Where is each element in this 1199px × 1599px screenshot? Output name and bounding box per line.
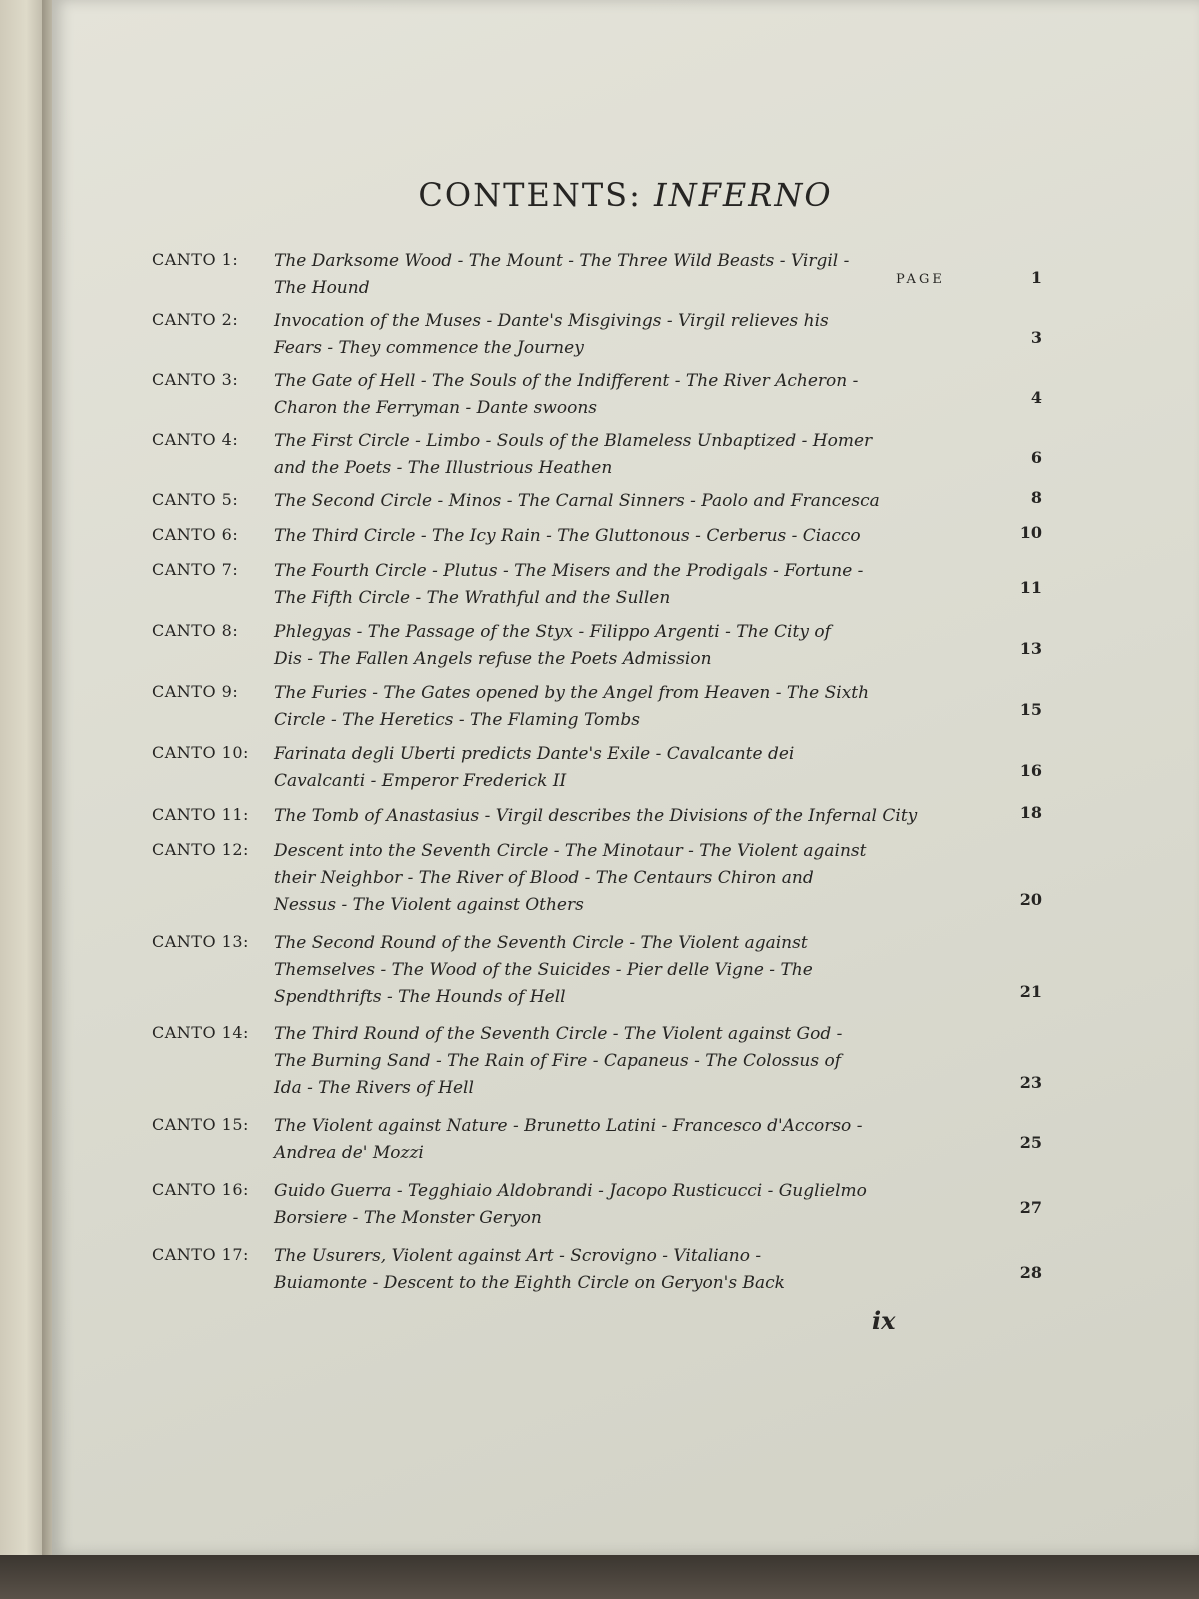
- page-number: 21: [1019, 982, 1042, 1001]
- page-number: 23: [1019, 1073, 1042, 1092]
- page-number: 3: [1030, 328, 1042, 347]
- canto-description: The Third Circle - The Icy Rain - The Gluttonous - Cerberus - Ciacco: [274, 526, 861, 546]
- folio-page-number: ix: [872, 1306, 896, 1335]
- page-number: 18: [1019, 803, 1042, 822]
- canto-description: The Darksome Wood - The Mount - The Three Wild Beasts - Virgil - The Hound: [274, 251, 850, 298]
- canto-description: The First Circle - Limbo - Souls of the Blameless Unbaptized - Homer and the Poets - The Illustrious Heathen: [274, 431, 873, 478]
- canto-description: The Fourth Circle - Plutus - The Misers and the Prodigals - Fortune - The Fifth Circle - The Wrathful and the Sullen: [274, 561, 864, 608]
- page-number: 15: [1019, 700, 1042, 719]
- canto-label: CANTO 4:: [152, 430, 239, 449]
- page-number: 8: [1030, 488, 1042, 507]
- canto-label: CANTO 5:: [152, 490, 239, 509]
- canto-description: Farinata degli Uberti predicts Dante's Exile - Cavalcante dei Cavalcanti - Emperor Frederick II: [274, 744, 795, 791]
- canto-description: Descent into the Seventh Circle - The Minotaur - The Violent against their Neighbor - The River of Blood - The Centaurs Chiron and Nessus - The Violent against Others: [274, 841, 867, 915]
- canto-label: CANTO 7:: [152, 560, 239, 579]
- canto-description: Phlegyas - The Passage of the Styx - Filippo Argenti - The City of Dis - The Fallen Angels refuse the Poets Admission: [274, 622, 831, 669]
- page-number: 28: [1019, 1263, 1042, 1282]
- canto-label: CANTO 1:: [152, 250, 239, 269]
- facing-page-edge: [0, 0, 48, 1599]
- canto-label: CANTO 8:: [152, 621, 239, 640]
- canto-description: The Second Round of the Seventh Circle - The Violent against Themselves - The Wood of the Suicides - Pier delle Vigne - The Spendthrifts - The Hounds of Hell: [274, 933, 813, 1007]
- canto-label: CANTO 14:: [152, 1023, 249, 1042]
- canto-label: CANTO 11:: [152, 805, 249, 824]
- canto-description: The Second Circle - Minos - The Carnal Sinners - Paolo and Francesca: [274, 491, 880, 511]
- canto-label: CANTO 12:: [152, 840, 249, 859]
- canto-label: CANTO 6:: [152, 525, 239, 544]
- canto-description: Invocation of the Muses - Dante's Misgivings - Virgil relieves his Fears - They commence the Journey: [274, 311, 829, 358]
- canto-description: The Tomb of Anastasius - Virgil describes the Divisions of the Infernal City: [274, 806, 918, 826]
- canto-label: CANTO 2:: [152, 310, 239, 329]
- page-number: 6: [1030, 448, 1042, 467]
- table-surface: [0, 1555, 1199, 1599]
- canto-description: The Gate of Hell - The Souls of the Indifferent - The River Acheron - Charon the Ferryman - Dante swoons: [274, 371, 859, 418]
- canto-label: CANTO 17:: [152, 1245, 249, 1264]
- page-number: 13: [1019, 639, 1042, 658]
- page-number: 25: [1019, 1133, 1042, 1152]
- page-number: 4: [1030, 388, 1042, 407]
- canto-label: CANTO 3:: [152, 370, 239, 389]
- canto-label: CANTO 10:: [152, 743, 249, 762]
- canto-label: CANTO 16:: [152, 1180, 249, 1199]
- page-number: 20: [1019, 890, 1042, 909]
- canto-description: The Third Round of the Seventh Circle - The Violent against God - The Burning Sand - The Rain of Fire - Capaneus - The Colossus of Ida - The Rivers of Hell: [274, 1024, 843, 1098]
- canto-label: CANTO 15:: [152, 1115, 249, 1134]
- canto-description: Guido Guerra - Tegghiaio Aldobrandi - Jacopo Rusticucci - Guglielmo Borsiere - The Monster Geryon: [274, 1181, 867, 1228]
- page-number: 27: [1019, 1198, 1042, 1217]
- page-number: 1: [1030, 268, 1042, 287]
- title-italic: INFERNO: [654, 176, 833, 214]
- canto-label: CANTO 13:: [152, 932, 249, 951]
- canto-description: The Furies - The Gates opened by the Angel from Heaven - The Sixth Circle - The Heretics - The Flaming Tombs: [274, 683, 870, 730]
- contents-page: [52, 0, 1199, 1555]
- page-number: 16: [1019, 761, 1042, 780]
- page-title: [52, 176, 1199, 214]
- page-number: 10: [1019, 523, 1042, 542]
- canto-description: The Usurers, Violent against Art - Scrovigno - Vitaliano - Buiamonte - Descent to the Eighth Circle on Geryon's Back: [274, 1246, 785, 1293]
- canto-description: The Violent against Nature - Brunetto Latini - Francesco d'Accorso - Andrea de' Mozzi: [274, 1116, 863, 1163]
- page-column-label: PAGE: [896, 272, 945, 287]
- canto-label: CANTO 9:: [152, 682, 239, 701]
- title-prefix: CONTENTS:: [418, 176, 642, 214]
- page-number: 11: [1019, 578, 1042, 597]
